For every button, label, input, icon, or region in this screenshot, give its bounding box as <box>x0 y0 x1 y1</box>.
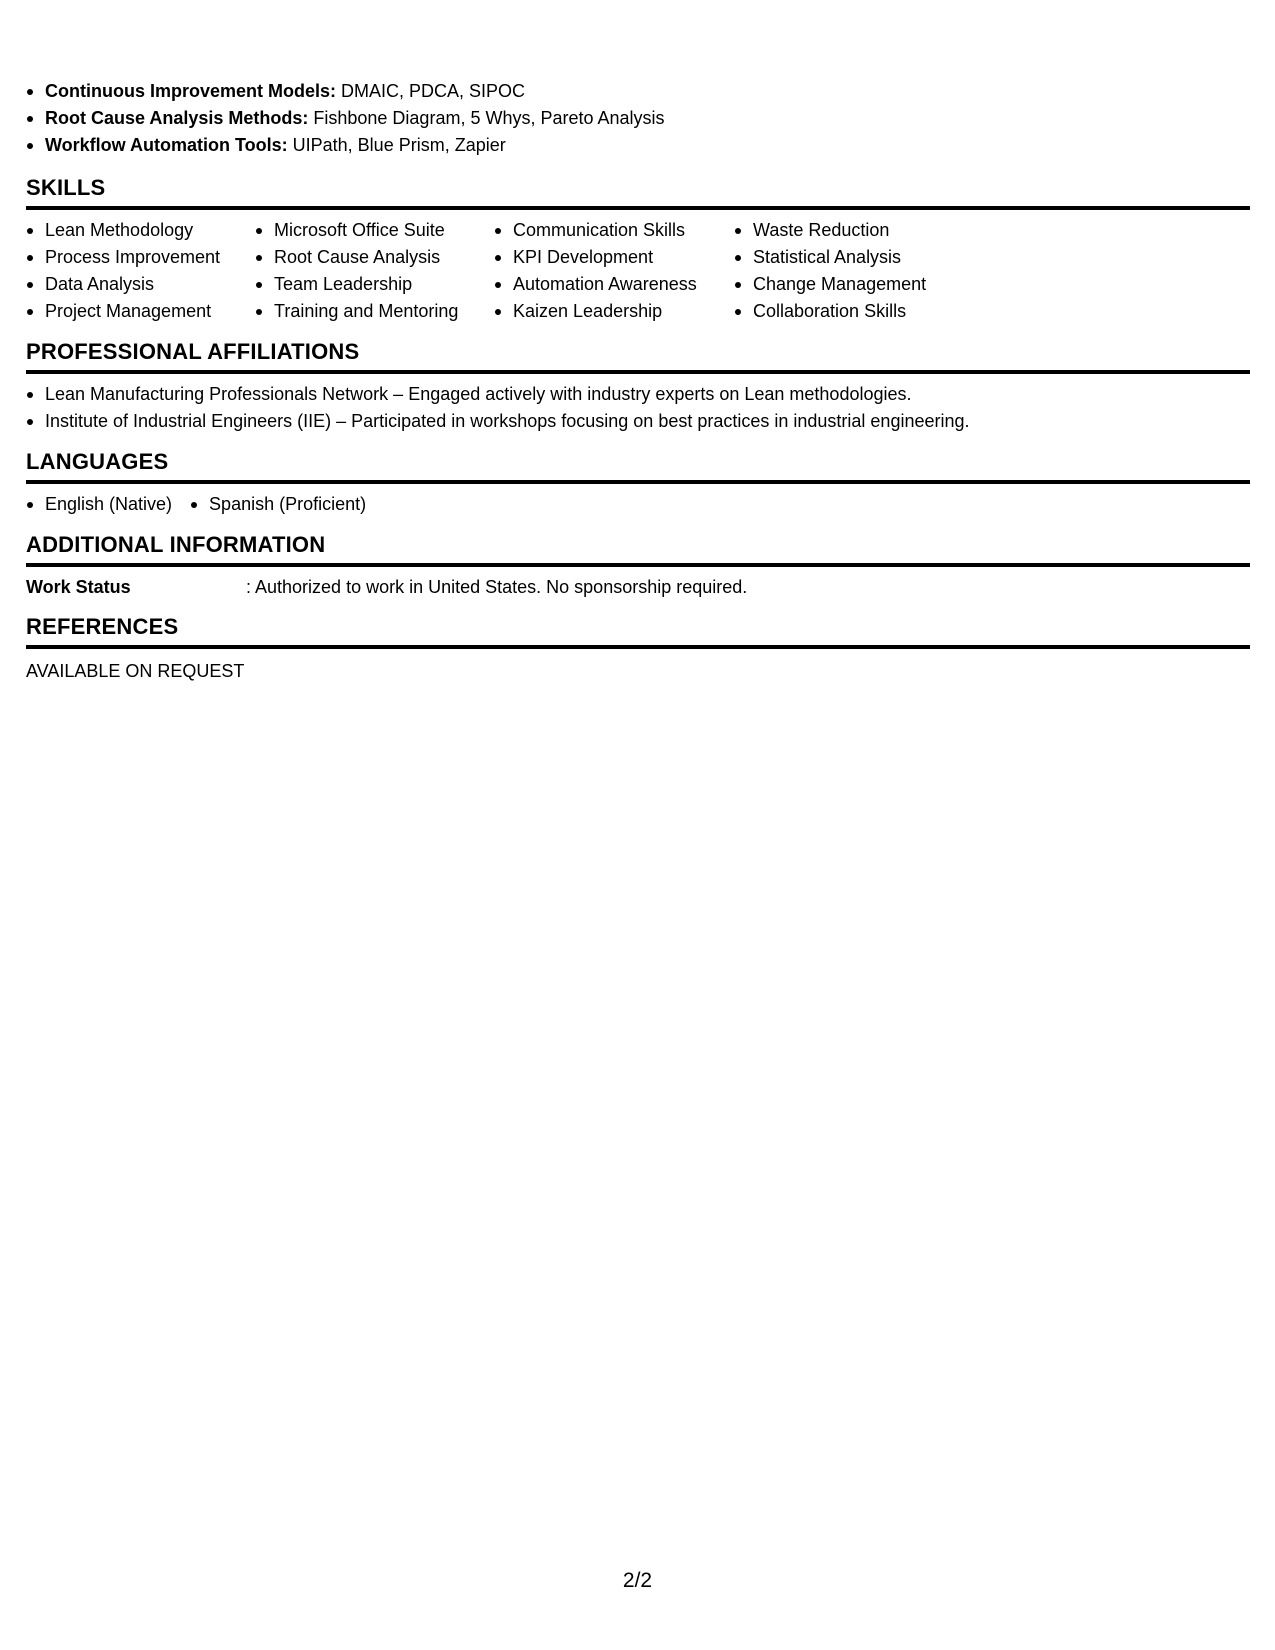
affiliation-item: Institute of Industrial Engineers (IIE) – Participated in workshops focusing on best practices in industrial engineering. <box>26 408 1250 435</box>
skills-grid <box>26 217 1250 325</box>
skill-item: Waste Reduction <box>734 217 974 244</box>
languages-list <box>26 491 1250 518</box>
section-title: LANGUAGES <box>26 449 1250 484</box>
skill-item: Data Analysis <box>26 271 255 298</box>
language-item: Spanish (Proficient) <box>190 491 366 518</box>
skills-column <box>734 217 974 325</box>
affiliations-section <box>26 339 1250 435</box>
skill-item: Microsoft Office Suite <box>255 217 494 244</box>
section-title: PROFESSIONAL AFFILIATIONS <box>26 339 1250 374</box>
skill-item: Lean Methodology <box>26 217 255 244</box>
skill-item: Collaboration Skills <box>734 298 974 325</box>
tool-label: Workflow Automation Tools: <box>45 135 288 155</box>
work-status-row <box>26 574 1250 600</box>
list-item <box>26 105 1250 132</box>
skills-column <box>494 217 734 325</box>
references-section <box>26 614 1250 684</box>
affiliation-item: Lean Manufacturing Professionals Network – Engaged actively with industry experts on Lean methodologies. <box>26 381 1250 408</box>
list-item <box>26 132 1250 159</box>
work-status-label: Work Status <box>26 577 131 597</box>
skill-item: Statistical Analysis <box>734 244 974 271</box>
skill-item: Project Management <box>26 298 255 325</box>
resume-page <box>26 78 1250 684</box>
section-title: REFERENCES <box>26 614 1250 649</box>
work-status-value: : Authorized to work in United States. No sponsorship required. <box>246 577 748 597</box>
tools-list <box>26 78 1250 159</box>
language-item: English (Native) <box>26 491 172 518</box>
skills-column <box>255 217 494 325</box>
tool-label: Continuous Improvement Models: <box>45 81 337 101</box>
skill-item: Root Cause Analysis <box>255 244 494 271</box>
skill-item: KPI Development <box>494 244 734 271</box>
skills-column <box>26 217 255 325</box>
list-item <box>26 78 1250 105</box>
skills-section <box>26 175 1250 325</box>
additional-info-section <box>26 532 1250 600</box>
skill-item: Team Leadership <box>255 271 494 298</box>
affiliations-list <box>26 381 1250 435</box>
tool-value: Fishbone Diagram, 5 Whys, Pareto Analysis <box>308 108 665 128</box>
section-title: SKILLS <box>26 175 1250 210</box>
skill-item: Kaizen Leadership <box>494 298 734 325</box>
section-title: ADDITIONAL INFORMATION <box>26 532 1250 567</box>
skill-item: Training and Mentoring <box>255 298 494 325</box>
skill-item: Change Management <box>734 271 974 298</box>
languages-section <box>26 449 1250 518</box>
skill-item: Process Improvement <box>26 244 255 271</box>
references-text: AVAILABLE ON REQUEST <box>26 661 245 681</box>
tool-value: UIPath, Blue Prism, Zapier <box>287 135 506 155</box>
skill-item: Communication Skills <box>494 217 734 244</box>
page-number: 2/2 <box>622 1569 653 1592</box>
tool-label: Root Cause Analysis Methods: <box>45 108 309 128</box>
skill-item: Automation Awareness <box>494 271 734 298</box>
tool-value: DMAIC, PDCA, SIPOC <box>336 81 526 101</box>
